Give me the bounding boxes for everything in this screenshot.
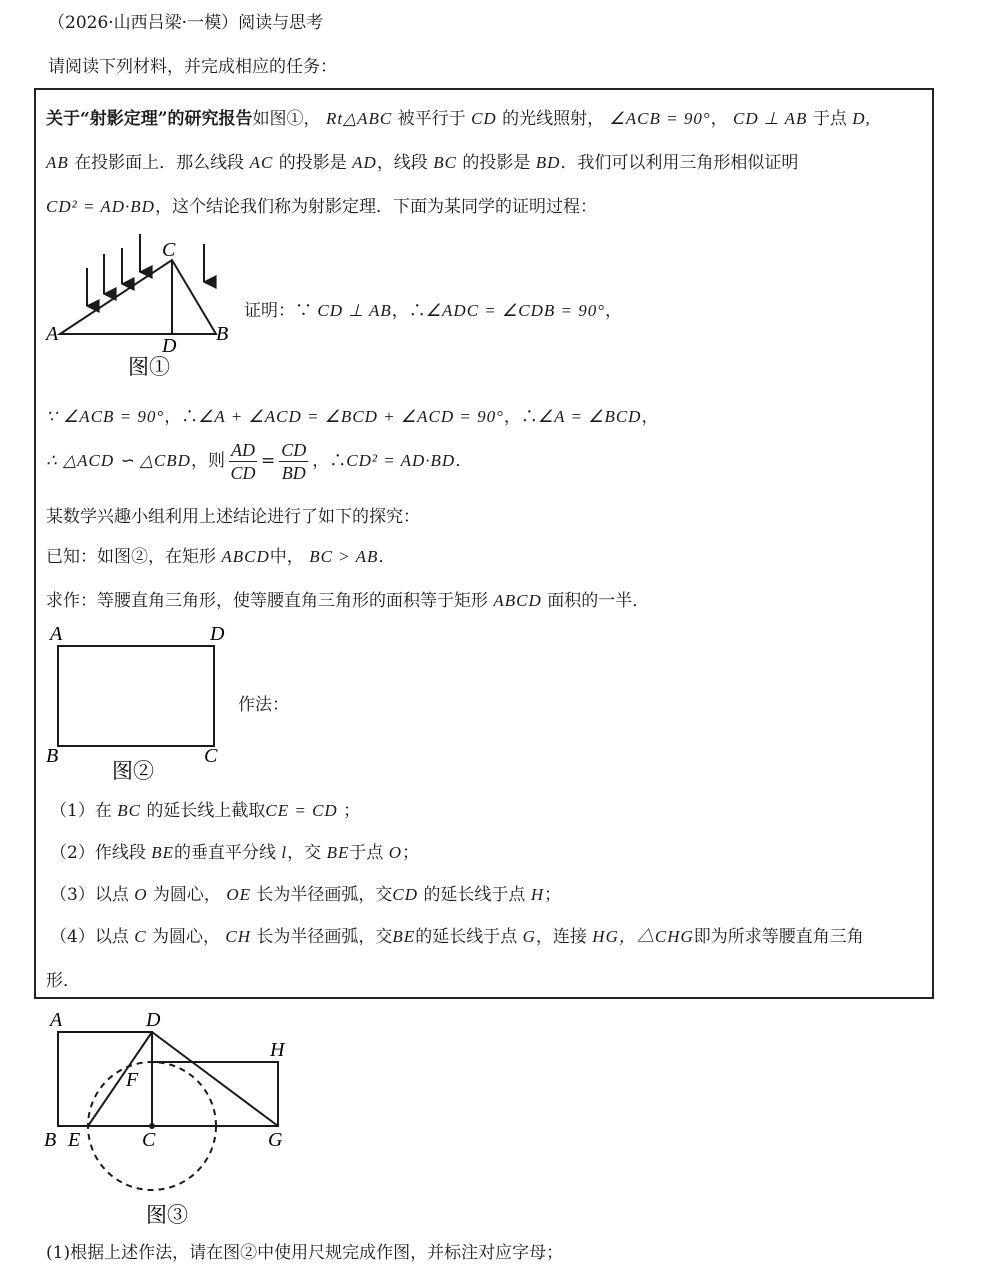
fraction-ad-cd: $\frac{AD}{CD}$ [230, 440, 256, 483]
fig2-label-c: C [204, 745, 218, 767]
fig3-caption: 图③ [146, 1203, 188, 1227]
figure-3 [40, 1006, 320, 1232]
fig3-label-d: D [146, 1009, 161, 1031]
report-line-6: ∴ △ACD ∽ △CBD，则 $\frac{AD}{CD}$ = $\frac{CD}{BD}$ ，∴CD² = AD·BD． [46, 440, 473, 483]
fig3-label-e: E [68, 1129, 81, 1151]
triangle-abc [60, 260, 216, 334]
report-line-3: CD² = AD·BD，这个结论我们称为射影定理．下面为某同学的证明过程： [46, 197, 597, 217]
instruction-line: 请阅读下列材料，并完成相应的任务： [48, 57, 337, 77]
fig3-label-h: H [270, 1039, 285, 1061]
fig3-label-g: G [268, 1129, 283, 1151]
light-arrows [87, 234, 204, 306]
rectangle-abcd [58, 646, 214, 746]
step-4: （4）以点 C 为圆心， CH 长为半径画弧，交BE的延长线于点 G，连接 HG，△CHG即为所求等腰直角三角 [50, 927, 864, 947]
segment-ed [88, 1032, 152, 1126]
method-label: 作法： [238, 695, 289, 715]
figure-1 [40, 228, 240, 384]
fig1-label-b: B [216, 323, 229, 345]
fig1-label-c: C [162, 239, 176, 261]
step-1: （1）在 BC 的延长线上截取CE = CD ； [50, 801, 361, 821]
fig1-caption: 图① [128, 355, 170, 379]
fig3-label-c: C [142, 1129, 156, 1151]
step-2: （2）作线段 BE的垂直平分线 l，交 BE于点 O； [50, 843, 420, 863]
rectangle-cgh [152, 1062, 278, 1126]
report-line-7: 某数学兴趣小组利用上述结论进行了如下的探究： [46, 507, 420, 527]
proof-line: 证明：∵ CD ⊥ AB，∴∠ADC = ∠CDB = 90°， [244, 301, 623, 321]
report-line-8: 已知：如图②，在矩形 ABCD中， BC > AB． [46, 547, 396, 567]
figure-2 [40, 620, 240, 786]
fig3-label-f: F [126, 1069, 139, 1091]
report-line-5: ∵ ∠ACB = 90°，∴∠A + ∠ACD = ∠BCD + ∠ACD = 90°，∴∠A = ∠BCD， [46, 407, 659, 427]
fig3-label-b: B [44, 1129, 57, 1151]
fig2-label-d: D [210, 623, 225, 645]
step-4-cont: 形． [46, 971, 80, 991]
fig3-label-a: A [50, 1009, 63, 1031]
step-3: （3）以点 O 为圆心， OE 长为半径画弧，交CD 的延长线于点 H； [50, 885, 562, 905]
fig1-label-a: A [46, 323, 59, 345]
report-title: 关于“射影定理”的研究报告 [46, 109, 253, 129]
question-1: (1)根据上述作法，请在图②中使用尺规完成作图，并标注对应字母； [46, 1243, 564, 1263]
report-line-1: 关于“射影定理”的研究报告如图①， Rt△ABC 被平行于 CD 的光线照射， ∠ACB = 90°， CD ⊥ AB 于点 D, [46, 109, 871, 129]
source-line: （2026·山西吕梁·一模）阅读与思考 [48, 13, 324, 33]
fig2-label-b: B [46, 745, 59, 767]
fig2-caption: 图② [112, 759, 154, 783]
report-line-2: AB 在投影面上．那么线段 AC 的投影是 AD，线段 BC 的投影是 BD．我们可以利用三角形相似证明 [46, 153, 799, 173]
fraction-cd-bd: $\frac{CD}{BD}$ [281, 440, 307, 483]
fig2-label-a: A [50, 623, 63, 645]
fig1-label-d: D [162, 335, 177, 357]
report-line-9: 求作：等腰直角三角形，使等腰直角三角形的面积等于矩形 ABCD 面积的一半． [46, 591, 650, 611]
